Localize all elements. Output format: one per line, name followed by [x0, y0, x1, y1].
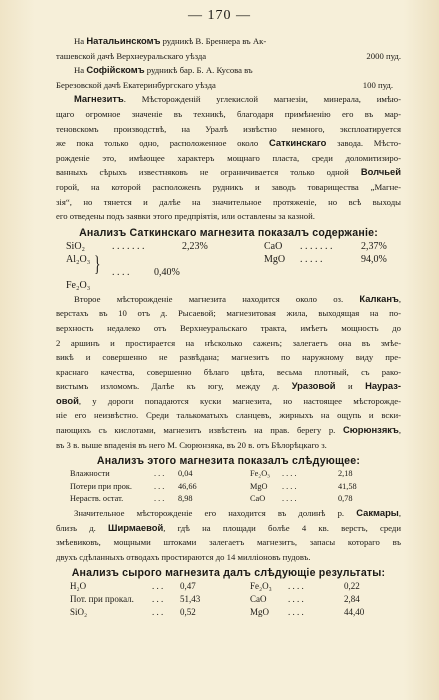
- analysis-label2: MgO: [250, 481, 268, 491]
- text-segment: викѣ и совершенно не развѣдана; магнезитъ по наружному виду пре-: [56, 352, 401, 363]
- analysis-value: 46,66: [178, 481, 197, 491]
- natalinsky-amount-line: ташевской дачѣ Верхнеуральскаго уѣзда 2000 пуд.: [56, 49, 401, 64]
- dot-leader: . . .: [154, 481, 165, 491]
- bold-place-name: Ширмаевой: [108, 521, 164, 533]
- text-line: [56, 535, 401, 550]
- analysis-value: 51,43: [180, 594, 201, 604]
- text-segment: верстахъ въ 10 отъ д. Рысаевой; магнезитовая жила, выходящая на по-: [56, 308, 401, 319]
- analysis-label: Влажности: [70, 469, 110, 479]
- bold-place-name: Наураз-: [365, 380, 401, 392]
- text-line: [56, 151, 401, 166]
- dot-leader: . . . .: [288, 606, 304, 617]
- text-line: [56, 506, 401, 521]
- bold-place-name: Магнезитъ: [74, 93, 124, 105]
- analysis-row: [56, 580, 401, 593]
- analysis-value2: 2,18: [338, 469, 353, 479]
- analysis-value2: 2,84: [344, 594, 360, 604]
- text-line: [56, 365, 401, 380]
- text-line: [56, 423, 401, 438]
- sakmara-paragraph: [56, 506, 401, 564]
- text-line: [56, 336, 401, 351]
- analysis3-table: [56, 580, 401, 618]
- kalkan-paragraph: [56, 292, 401, 453]
- analysis-row: [56, 606, 401, 619]
- text-segment: щаго огромное значеніе въ техникѣ, благодаря примѣненію его въ мар-: [56, 108, 401, 119]
- analysis3-title: Анализъ сырого магнезита далъ слѣдующіе результаты:: [71, 567, 386, 580]
- analysis-row: [56, 468, 401, 481]
- text-segment: пающихъ съ кислотами, магнезитъ извѣстенъ на прав. берегу р.: [56, 425, 343, 436]
- bold-place-name: Сакмары: [356, 507, 399, 519]
- analysis-label: Нераств. остат.: [70, 494, 124, 504]
- analysis-label2: CaO: [250, 594, 267, 604]
- analysis-value2: 44,40: [344, 606, 365, 617]
- sofiysky-amount-line: Березовской дачѣ Екатеринбургскаго уѣзда 100 пуд.: [56, 78, 401, 93]
- text-segment: ,: [398, 508, 401, 519]
- text-line: [56, 180, 401, 195]
- text-segment: . Мѣсторожденій углекислой магнезіи, минерала, имѣю-: [123, 94, 401, 105]
- text-segment: вистымъ изломомъ. Далѣе къ югу, между д.: [56, 381, 292, 392]
- page-body: [56, 34, 401, 618]
- analysis-label2: MgO: [250, 606, 270, 617]
- text-segment: и: [335, 381, 366, 392]
- text-line: [56, 92, 401, 107]
- analysis-label: Потери при прок.: [70, 481, 132, 491]
- text-segment: теновскомъ производствѣ, на Уралѣ извѣстно немного, эксплоатируется: [56, 123, 401, 134]
- analysis-label: H₂O: [70, 581, 87, 592]
- dot-leader: . . .: [152, 581, 164, 592]
- text-line: [56, 107, 401, 122]
- text-segment: краснаго качества, совершенно бѣлаго цвѣта, весьма плотный, съ рако-: [56, 366, 401, 377]
- text-segment: ,: [398, 293, 401, 304]
- dot-leader: . . . .: [288, 581, 304, 592]
- analysis-label: SiO₂: [70, 606, 88, 617]
- analysis1-title: Анализъ Саткинскаго магнезита показалъ содержаніе:: [79, 226, 378, 239]
- text-segment: близъ д.: [56, 522, 109, 533]
- text-line: [56, 521, 401, 536]
- analysis-value2: 0,22: [344, 581, 360, 592]
- page-number: — 170 —: [188, 8, 251, 23]
- text-segment: завода. Мѣсто-: [326, 138, 401, 149]
- dot-leader: . . . .: [288, 594, 304, 604]
- text-segment: его отведены подъ заявки этого предпріятія, или оставлены за казной.: [56, 211, 315, 222]
- bold-place-name: Волчьей: [360, 166, 401, 178]
- text-line: [56, 195, 401, 210]
- bold-place-name: Уразовой: [291, 380, 336, 392]
- natalinsky-paragraph: На Натальинскомъ рудникѣ В. Бреннера въ Ак-: [74, 35, 267, 46]
- text-line: [56, 350, 401, 365]
- analysis-value2: 0,78: [338, 494, 353, 504]
- text-segment: горой, на которой расположенъ рудникъ и заводъ товарищества „Магне-: [56, 181, 401, 192]
- text-segment: въ 3 в. выше впаденія въ него М. Сюрюнзяка, въ 20 в. отъ Бѣлорѣцкаго з.: [56, 439, 327, 450]
- mine-name-natalinsky: Натальинскомъ: [86, 35, 161, 46]
- analysis1-table: SiO₂ . . . . . . . 2,23% CaO . . . . . . . 2,37% Al₂O₃ } MgO . . . . . 94,0% . . . . 0,40% Fe₂O₃: [66, 240, 387, 291]
- text-segment: ванныхъ сѣрыхъ известняковъ не ограничивается только одной: [56, 167, 361, 178]
- text-segment: , гдѣ на площади болѣе 4 кв. верстъ, среди: [163, 522, 401, 533]
- text-segment: зія“, но тянется и далѣе на значительное протяженіе, но всѣ выходы: [56, 196, 401, 207]
- analysis-value: 0,52: [180, 606, 196, 617]
- text-segment: ,: [398, 425, 401, 436]
- text-line: [56, 379, 401, 394]
- analysis2-title: Анализъ этого магнезита показалъ слѣдующее:: [96, 455, 361, 468]
- text-segment: рожденіе это, имѣющее характеръ мощнаго пласта, среди доломитизиро-: [56, 152, 401, 163]
- bold-place-name: Калканъ: [359, 292, 399, 304]
- bold-place-name: Саткинскаго: [268, 137, 327, 149]
- text-line: [56, 209, 401, 224]
- sofiysky-amount: 100 пуд.: [362, 79, 393, 90]
- text-line: [56, 122, 401, 137]
- analysis-label2: CaO: [250, 494, 266, 504]
- text-line: [56, 306, 401, 321]
- text-segment: , у дороги попадаются куски магнезита, но настоящее мѣсторожде-: [78, 395, 401, 406]
- dot-leader: . . . .: [282, 481, 297, 491]
- dot-leader: . . .: [152, 594, 164, 604]
- analysis-value2: 41,58: [338, 481, 357, 491]
- text-segment: ніе его неизвѣстно. Среди талькоматыхъ сланцевъ, жирныхъ на ощупь и вски-: [56, 410, 401, 421]
- dot-leader: . . . .: [282, 469, 297, 479]
- analysis-label: Пот. при прокал.: [70, 594, 134, 604]
- bold-place-name: овой: [56, 394, 79, 406]
- text-segment: 2 аршинъ и простирается на нѣсколько саженъ; залегаетъ она въ змѣе-: [56, 337, 401, 348]
- text-line: [56, 408, 401, 423]
- mine-name-sofiysky: Софійскомъ: [86, 64, 145, 76]
- analysis-label2: Fe₂O₃: [250, 581, 272, 592]
- text-segment: Значительное мѣсторожденіе его находится въ долинѣ р.: [74, 508, 357, 519]
- text-line: [56, 321, 401, 336]
- natalinsky-amount: 2000 пуд.: [366, 50, 401, 61]
- magnesite-paragraph: [56, 92, 401, 223]
- dot-leader: . . .: [154, 469, 165, 479]
- text-line: [56, 550, 401, 565]
- text-line: [56, 165, 401, 180]
- analysis-row: [56, 593, 401, 606]
- dot-leader: . . . .: [282, 494, 297, 504]
- text-segment: же пока только одно, расположенное около: [56, 138, 269, 149]
- text-segment: двухъ сдѣланныхъ отводахъ простираются до 14 милліоновъ пудовъ.: [56, 551, 311, 562]
- text-segment: верхность недалеко отъ Верхнеуральскаго тракта, имѣетъ мощность до: [56, 322, 401, 333]
- analysis-row: [56, 493, 401, 506]
- analysis-value: 8,98: [178, 494, 193, 504]
- dot-leader: . . .: [154, 494, 165, 504]
- dot-leader: . . .: [152, 606, 164, 617]
- analysis-value: 0,47: [180, 581, 196, 592]
- text-segment: Второе мѣсторожденіе магнезита находится около оз.: [74, 293, 360, 304]
- text-line: [56, 136, 401, 151]
- analysis-row: [56, 481, 401, 494]
- text-line: [56, 292, 401, 307]
- sofiysky-paragraph: На Софійскомъ рудникѣ бар. Б. А. Кусова въ: [74, 64, 253, 76]
- bold-place-name: Сюрюнзякъ: [342, 424, 399, 436]
- analysis2-table: [56, 468, 401, 506]
- text-line: [56, 438, 401, 453]
- analysis-label2: Fe₂O₃: [250, 469, 271, 479]
- analysis-value: 0,04: [178, 469, 193, 479]
- text-segment: змѣевиковъ, мощными штоками залегаетъ магнезитъ, запасы котораго въ: [56, 537, 401, 548]
- text-line: [56, 394, 401, 409]
